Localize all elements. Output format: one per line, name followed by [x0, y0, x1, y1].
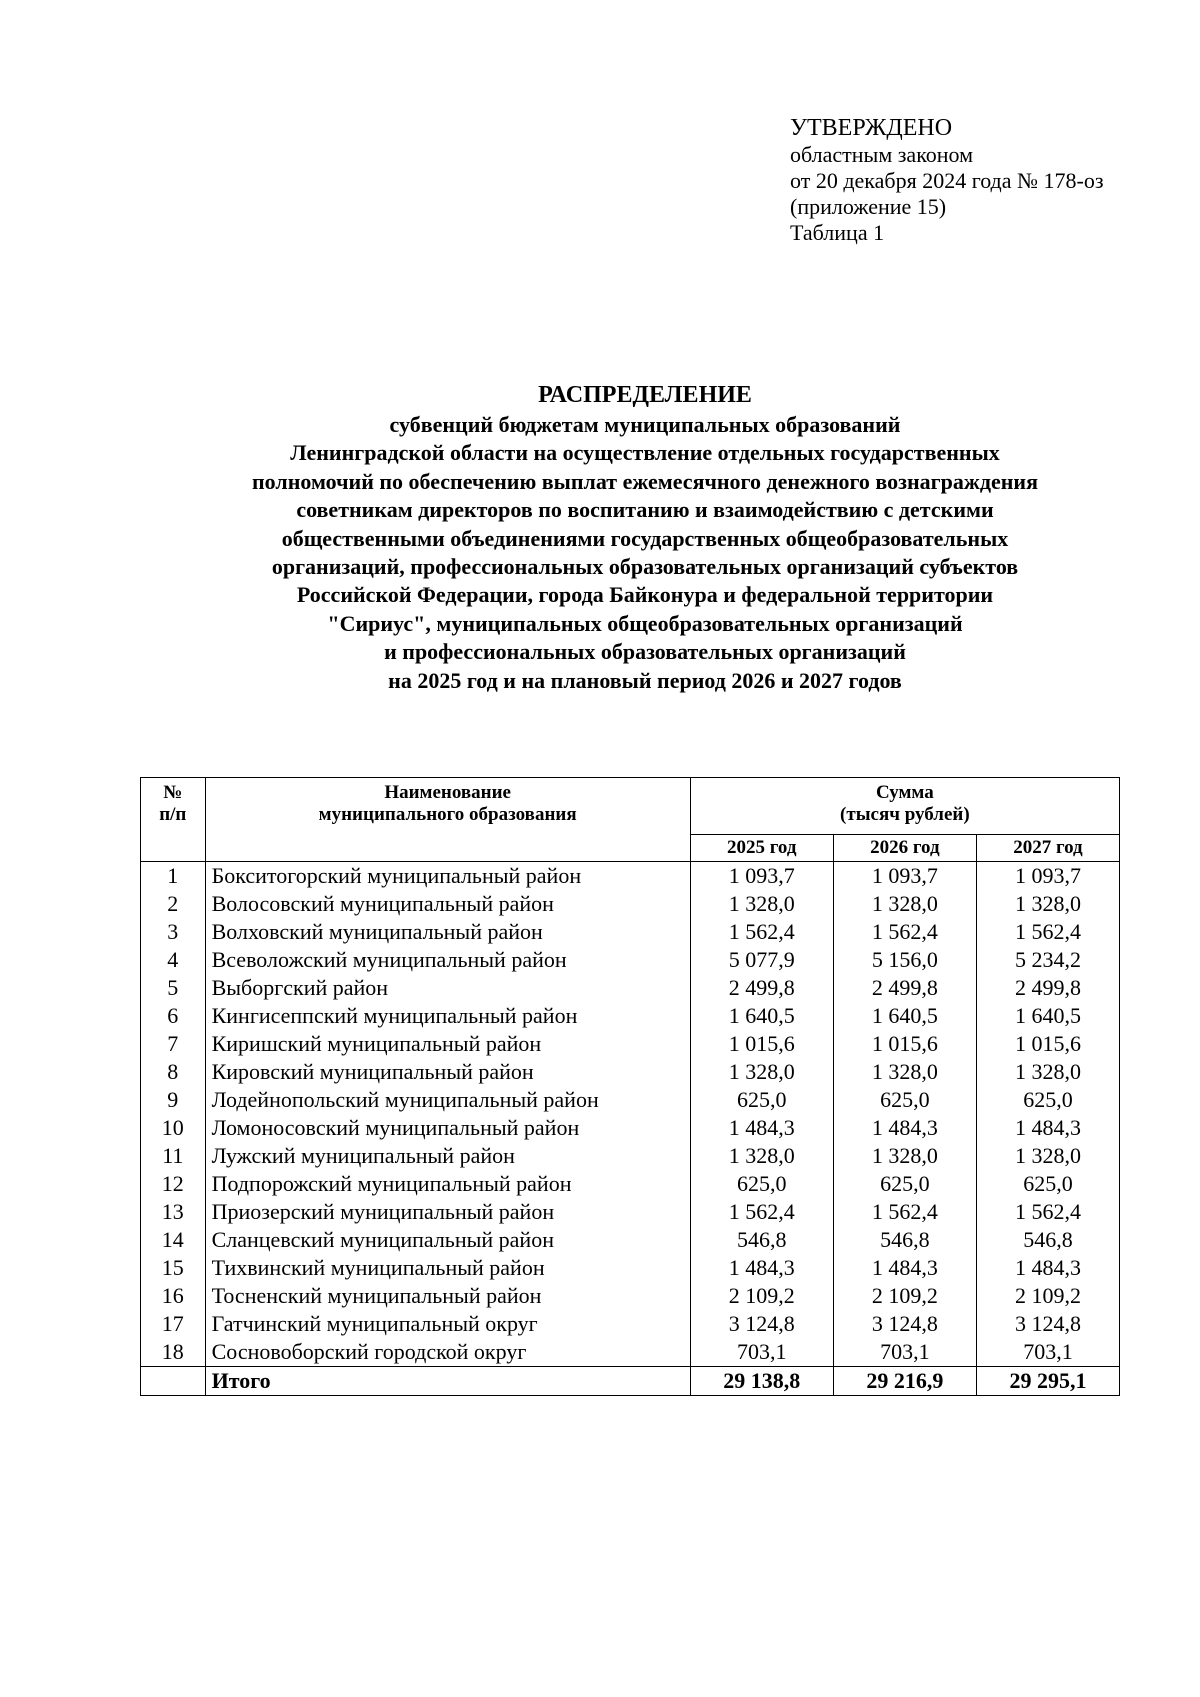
- row-number: 17: [141, 1310, 206, 1338]
- row-number: 6: [141, 1002, 206, 1030]
- row-value-2025: 1 015,6: [690, 1030, 833, 1058]
- row-number: 14: [141, 1226, 206, 1254]
- table-row: [141, 974, 1120, 1002]
- row-number: 4: [141, 946, 206, 974]
- row-number: 11: [141, 1142, 206, 1170]
- title-line: субвенций бюджетам муниципальных образований: [389, 412, 901, 437]
- row-value-2027: 2 499,8: [976, 974, 1119, 1002]
- row-value-2027: 1 484,3: [976, 1114, 1119, 1142]
- row-value-2027: 1 484,3: [976, 1254, 1119, 1282]
- table-row: [141, 1198, 1120, 1226]
- header-year-2027: 2027 год: [976, 835, 1119, 862]
- row-value-2026: 2 499,8: [833, 974, 976, 1002]
- row-value-2026: 1 015,6: [833, 1030, 976, 1058]
- row-value-2025: 2 109,2: [690, 1282, 833, 1310]
- row-number: 3: [141, 918, 206, 946]
- row-municipality-name: Кировский муниципальный район: [205, 1058, 690, 1086]
- row-value-2025: 1 640,5: [690, 1002, 833, 1030]
- row-number: 16: [141, 1282, 206, 1310]
- row-value-2025: 1 328,0: [690, 1142, 833, 1170]
- total-number: [141, 1367, 206, 1396]
- row-municipality-name: Тихвинский муниципальный район: [205, 1254, 690, 1282]
- table-row: [141, 1086, 1120, 1114]
- table-row: [141, 1058, 1120, 1086]
- row-value-2027: 1 093,7: [976, 862, 1119, 891]
- distribution-table: [140, 777, 1120, 1396]
- table-row: [141, 1170, 1120, 1198]
- row-municipality-name: Выборгский район: [205, 974, 690, 1002]
- row-value-2026: 1 093,7: [833, 862, 976, 891]
- row-value-2026: 1 640,5: [833, 1002, 976, 1030]
- row-value-2027: 1 562,4: [976, 918, 1119, 946]
- title-line: общественными объединениями государственных общеобразовательных: [281, 525, 1009, 551]
- row-value-2026: 1 562,4: [833, 918, 976, 946]
- row-value-2025: 703,1: [690, 1338, 833, 1367]
- row-value-2027: 1 640,5: [976, 1002, 1119, 1030]
- table-row: [141, 1030, 1120, 1058]
- row-value-2025: 1 562,4: [690, 918, 833, 946]
- row-value-2027: 1 015,6: [976, 1030, 1119, 1058]
- row-value-2025: 1 484,3: [690, 1254, 833, 1282]
- header-year-2025: 2025 год: [690, 835, 833, 862]
- row-value-2026: 1 328,0: [833, 1142, 976, 1170]
- row-municipality-name: Киришский муниципальный район: [205, 1030, 690, 1058]
- row-number: 2: [141, 890, 206, 918]
- row-number: 9: [141, 1086, 206, 1114]
- table-row: [141, 1310, 1120, 1338]
- approval-line: УТВЕРЖДЕНО: [790, 115, 953, 141]
- row-municipality-name: Сосновоборский городской округ: [205, 1338, 690, 1367]
- row-municipality-name: Всеволожский муниципальный район: [205, 946, 690, 974]
- title-line: Ленинградской области на осуществление отдельных государственных: [290, 440, 1000, 466]
- row-number: 18: [141, 1338, 206, 1367]
- total-label: Итого: [205, 1367, 690, 1396]
- row-number: 10: [141, 1114, 206, 1142]
- row-value-2026: 1 484,3: [833, 1114, 976, 1142]
- row-municipality-name: Волосовский муниципальный район: [205, 890, 690, 918]
- table-row: [141, 890, 1120, 918]
- row-number: 12: [141, 1170, 206, 1198]
- row-value-2027: 546,8: [976, 1226, 1119, 1254]
- header-name-line: муниципального образования: [318, 804, 577, 825]
- total-value-2026: 29 216,9: [833, 1367, 976, 1396]
- row-value-2026: 5 156,0: [833, 946, 976, 974]
- row-municipality-name: Лужский муниципальный район: [205, 1142, 690, 1170]
- approval-line: (приложение 15): [790, 194, 947, 219]
- row-value-2026: 1 328,0: [833, 1058, 976, 1086]
- title-line: советникам директоров по воспитанию и взаимодействию с детскими: [296, 497, 994, 523]
- document-title: [100, 380, 1190, 695]
- table-body: [141, 862, 1120, 1396]
- row-value-2025: 1 328,0: [690, 890, 833, 918]
- row-value-2027: 2 109,2: [976, 1282, 1119, 1310]
- approval-line: областным законом: [790, 142, 974, 167]
- row-value-2026: 546,8: [833, 1226, 976, 1254]
- header-number-line: №: [163, 782, 183, 803]
- row-value-2026: 625,0: [833, 1170, 976, 1198]
- table-row: [141, 1142, 1120, 1170]
- row-value-2026: 1 562,4: [833, 1198, 976, 1226]
- row-value-2025: 1 562,4: [690, 1198, 833, 1226]
- table-row: [141, 1282, 1120, 1310]
- row-municipality-name: Бокситогорский муниципальный район: [205, 862, 690, 891]
- title-line: на 2025 год и на плановый период 2026 и 2027 годов: [388, 667, 902, 693]
- header-year-2026: 2026 год: [833, 835, 976, 862]
- row-value-2027: 1 328,0: [976, 890, 1119, 918]
- row-value-2027: 1 562,4: [976, 1198, 1119, 1226]
- header-name: [205, 778, 690, 862]
- row-value-2027: 5 234,2: [976, 946, 1119, 974]
- title-line: и профессиональных образовательных организаций: [384, 639, 906, 665]
- row-value-2025: 2 499,8: [690, 974, 833, 1002]
- table-row: [141, 862, 1120, 891]
- row-municipality-name: Кингисеппский муниципальный район: [205, 1002, 690, 1030]
- total-value-2025: 29 138,8: [690, 1367, 833, 1396]
- row-value-2025: 5 077,9: [690, 946, 833, 974]
- header-name-line: Наименование: [384, 782, 511, 803]
- table-row: [141, 1002, 1120, 1030]
- header-sum-line: (тысяч рублей): [840, 804, 970, 825]
- approval-line: от 20 декабря 2024 года № 178-оз: [790, 168, 1104, 193]
- row-value-2025: 1 093,7: [690, 862, 833, 891]
- title-line: "Сириус", муниципальных общеобразовательных организаций: [327, 610, 963, 636]
- row-number: 13: [141, 1198, 206, 1226]
- approval-line: Таблица 1: [790, 220, 885, 245]
- row-value-2026: 1 328,0: [833, 890, 976, 918]
- row-number: 5: [141, 974, 206, 1002]
- row-value-2026: 3 124,8: [833, 1310, 976, 1338]
- row-municipality-name: Лодейнопольский муниципальный район: [205, 1086, 690, 1114]
- row-number: 7: [141, 1030, 206, 1058]
- row-number: 8: [141, 1058, 206, 1086]
- row-value-2026: 625,0: [833, 1086, 976, 1114]
- total-row: [141, 1367, 1120, 1396]
- row-value-2027: 3 124,8: [976, 1310, 1119, 1338]
- table-row: [141, 946, 1120, 974]
- row-municipality-name: Тосненский муниципальный район: [205, 1282, 690, 1310]
- table-row: [141, 1254, 1120, 1282]
- row-value-2025: 546,8: [690, 1226, 833, 1254]
- row-number: 15: [141, 1254, 206, 1282]
- table-row: [141, 1338, 1120, 1367]
- approval-stamp: [790, 114, 1104, 246]
- row-municipality-name: Волховский муниципальный район: [205, 918, 690, 946]
- row-value-2025: 625,0: [690, 1170, 833, 1198]
- row-value-2025: 625,0: [690, 1086, 833, 1114]
- total-value-2027: 29 295,1: [976, 1367, 1119, 1396]
- row-value-2027: 1 328,0: [976, 1058, 1119, 1086]
- row-number: 1: [141, 862, 206, 891]
- title-line: Российской Федерации, города Байконура и федеральной территории: [296, 582, 994, 608]
- row-value-2026: 1 484,3: [833, 1254, 976, 1282]
- row-value-2025: 1 328,0: [690, 1058, 833, 1086]
- row-municipality-name: Гатчинский муниципальный округ: [205, 1310, 690, 1338]
- table-header: [141, 778, 1120, 862]
- title-heading: РАСПРЕДЕЛЕНИЕ: [538, 382, 752, 408]
- row-municipality-name: Сланцевский муниципальный район: [205, 1226, 690, 1254]
- row-municipality-name: Приозерский муниципальный район: [205, 1198, 690, 1226]
- table-row: [141, 1226, 1120, 1254]
- table-row: [141, 1114, 1120, 1142]
- row-value-2027: 625,0: [976, 1170, 1119, 1198]
- title-line: полномочий по обеспечению выплат ежемесячного денежного вознаграждения: [252, 468, 1038, 494]
- row-value-2025: 1 484,3: [690, 1114, 833, 1142]
- row-value-2026: 703,1: [833, 1338, 976, 1367]
- header-sum-line: Сумма: [875, 782, 934, 803]
- row-municipality-name: Ломоносовский муниципальный район: [205, 1114, 690, 1142]
- row-municipality-name: Подпорожский муниципальный район: [205, 1170, 690, 1198]
- title-line: организаций, профессиональных образовательных организаций субъектов: [271, 554, 1019, 580]
- row-value-2027: 703,1: [976, 1338, 1119, 1367]
- row-value-2027: 625,0: [976, 1086, 1119, 1114]
- row-value-2025: 3 124,8: [690, 1310, 833, 1338]
- header-number-line: п/п: [159, 804, 187, 825]
- header-sum: [690, 778, 1119, 835]
- row-value-2027: 1 328,0: [976, 1142, 1119, 1170]
- table-row: [141, 918, 1120, 946]
- header-number: [141, 778, 206, 862]
- row-value-2026: 2 109,2: [833, 1282, 976, 1310]
